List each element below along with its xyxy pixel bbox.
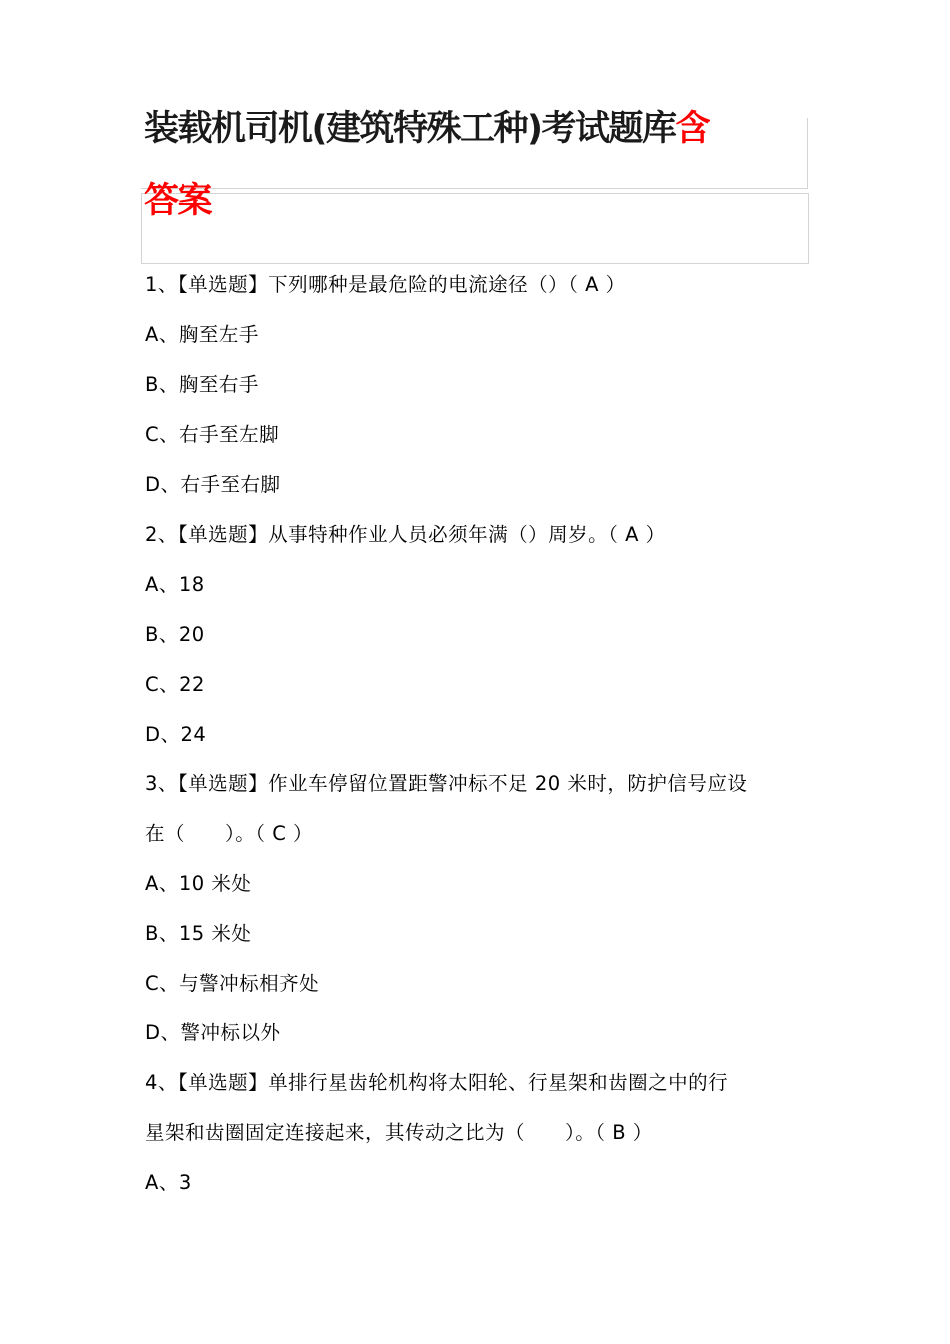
title-main-text: 装载机司机(建筑特殊工种)考试题库: [144, 109, 676, 149]
question-3-stem-line-2: 在（ ）。（ C ）: [145, 822, 314, 845]
question-3-option-b: B、15 米处: [145, 922, 252, 945]
question-1-option-a: A、胸至左手: [145, 323, 259, 346]
title-highlight-text-2: 答案: [144, 181, 212, 221]
question-1-option-d: D、右手至右脚: [145, 473, 281, 496]
document-title-line-2: [144, 181, 211, 221]
question-1-option-c: C、右手至左脚: [145, 423, 280, 446]
question-3-option-d: D、警冲标以外: [145, 1021, 281, 1044]
question-2-option-a: A、18: [145, 573, 205, 596]
question-4-option-a: A、3: [145, 1171, 192, 1194]
question-3-option-a: A、10 米处: [145, 872, 252, 895]
question-2-option-b: B、20: [145, 623, 205, 646]
question-2-stem: 2、【单选题】从事特种作业人员必须年满（）周岁。（ A ）: [145, 523, 666, 546]
question-1-option-b: B、胸至右手: [145, 373, 259, 396]
question-4-stem-line-2: 星架和齿圈固定连接起来，其传动之比为（ ）。（ B ）: [145, 1121, 653, 1144]
question-2-option-c: C、22: [145, 673, 205, 696]
question-3-option-c: C、与警冲标相齐处: [145, 972, 320, 995]
title-highlight-text: 含: [675, 109, 710, 149]
question-1-stem: 1、【单选题】下列哪种是最危险的电流途径（）（ A ）: [145, 273, 626, 296]
question-4-stem-line-1: 4、【单选题】单排行星齿轮机构将太阳轮、行星架和齿圈之中的行: [145, 1071, 729, 1094]
title-box: [141, 109, 808, 263]
document-title-line-1: [144, 109, 709, 149]
question-2-option-d: D、24: [145, 723, 207, 746]
title-frame-bottom: [141, 193, 809, 264]
question-3-stem-line-1: 3、【单选题】作业车停留位置距警冲标不足 20 米时，防护信号应设: [145, 772, 748, 795]
